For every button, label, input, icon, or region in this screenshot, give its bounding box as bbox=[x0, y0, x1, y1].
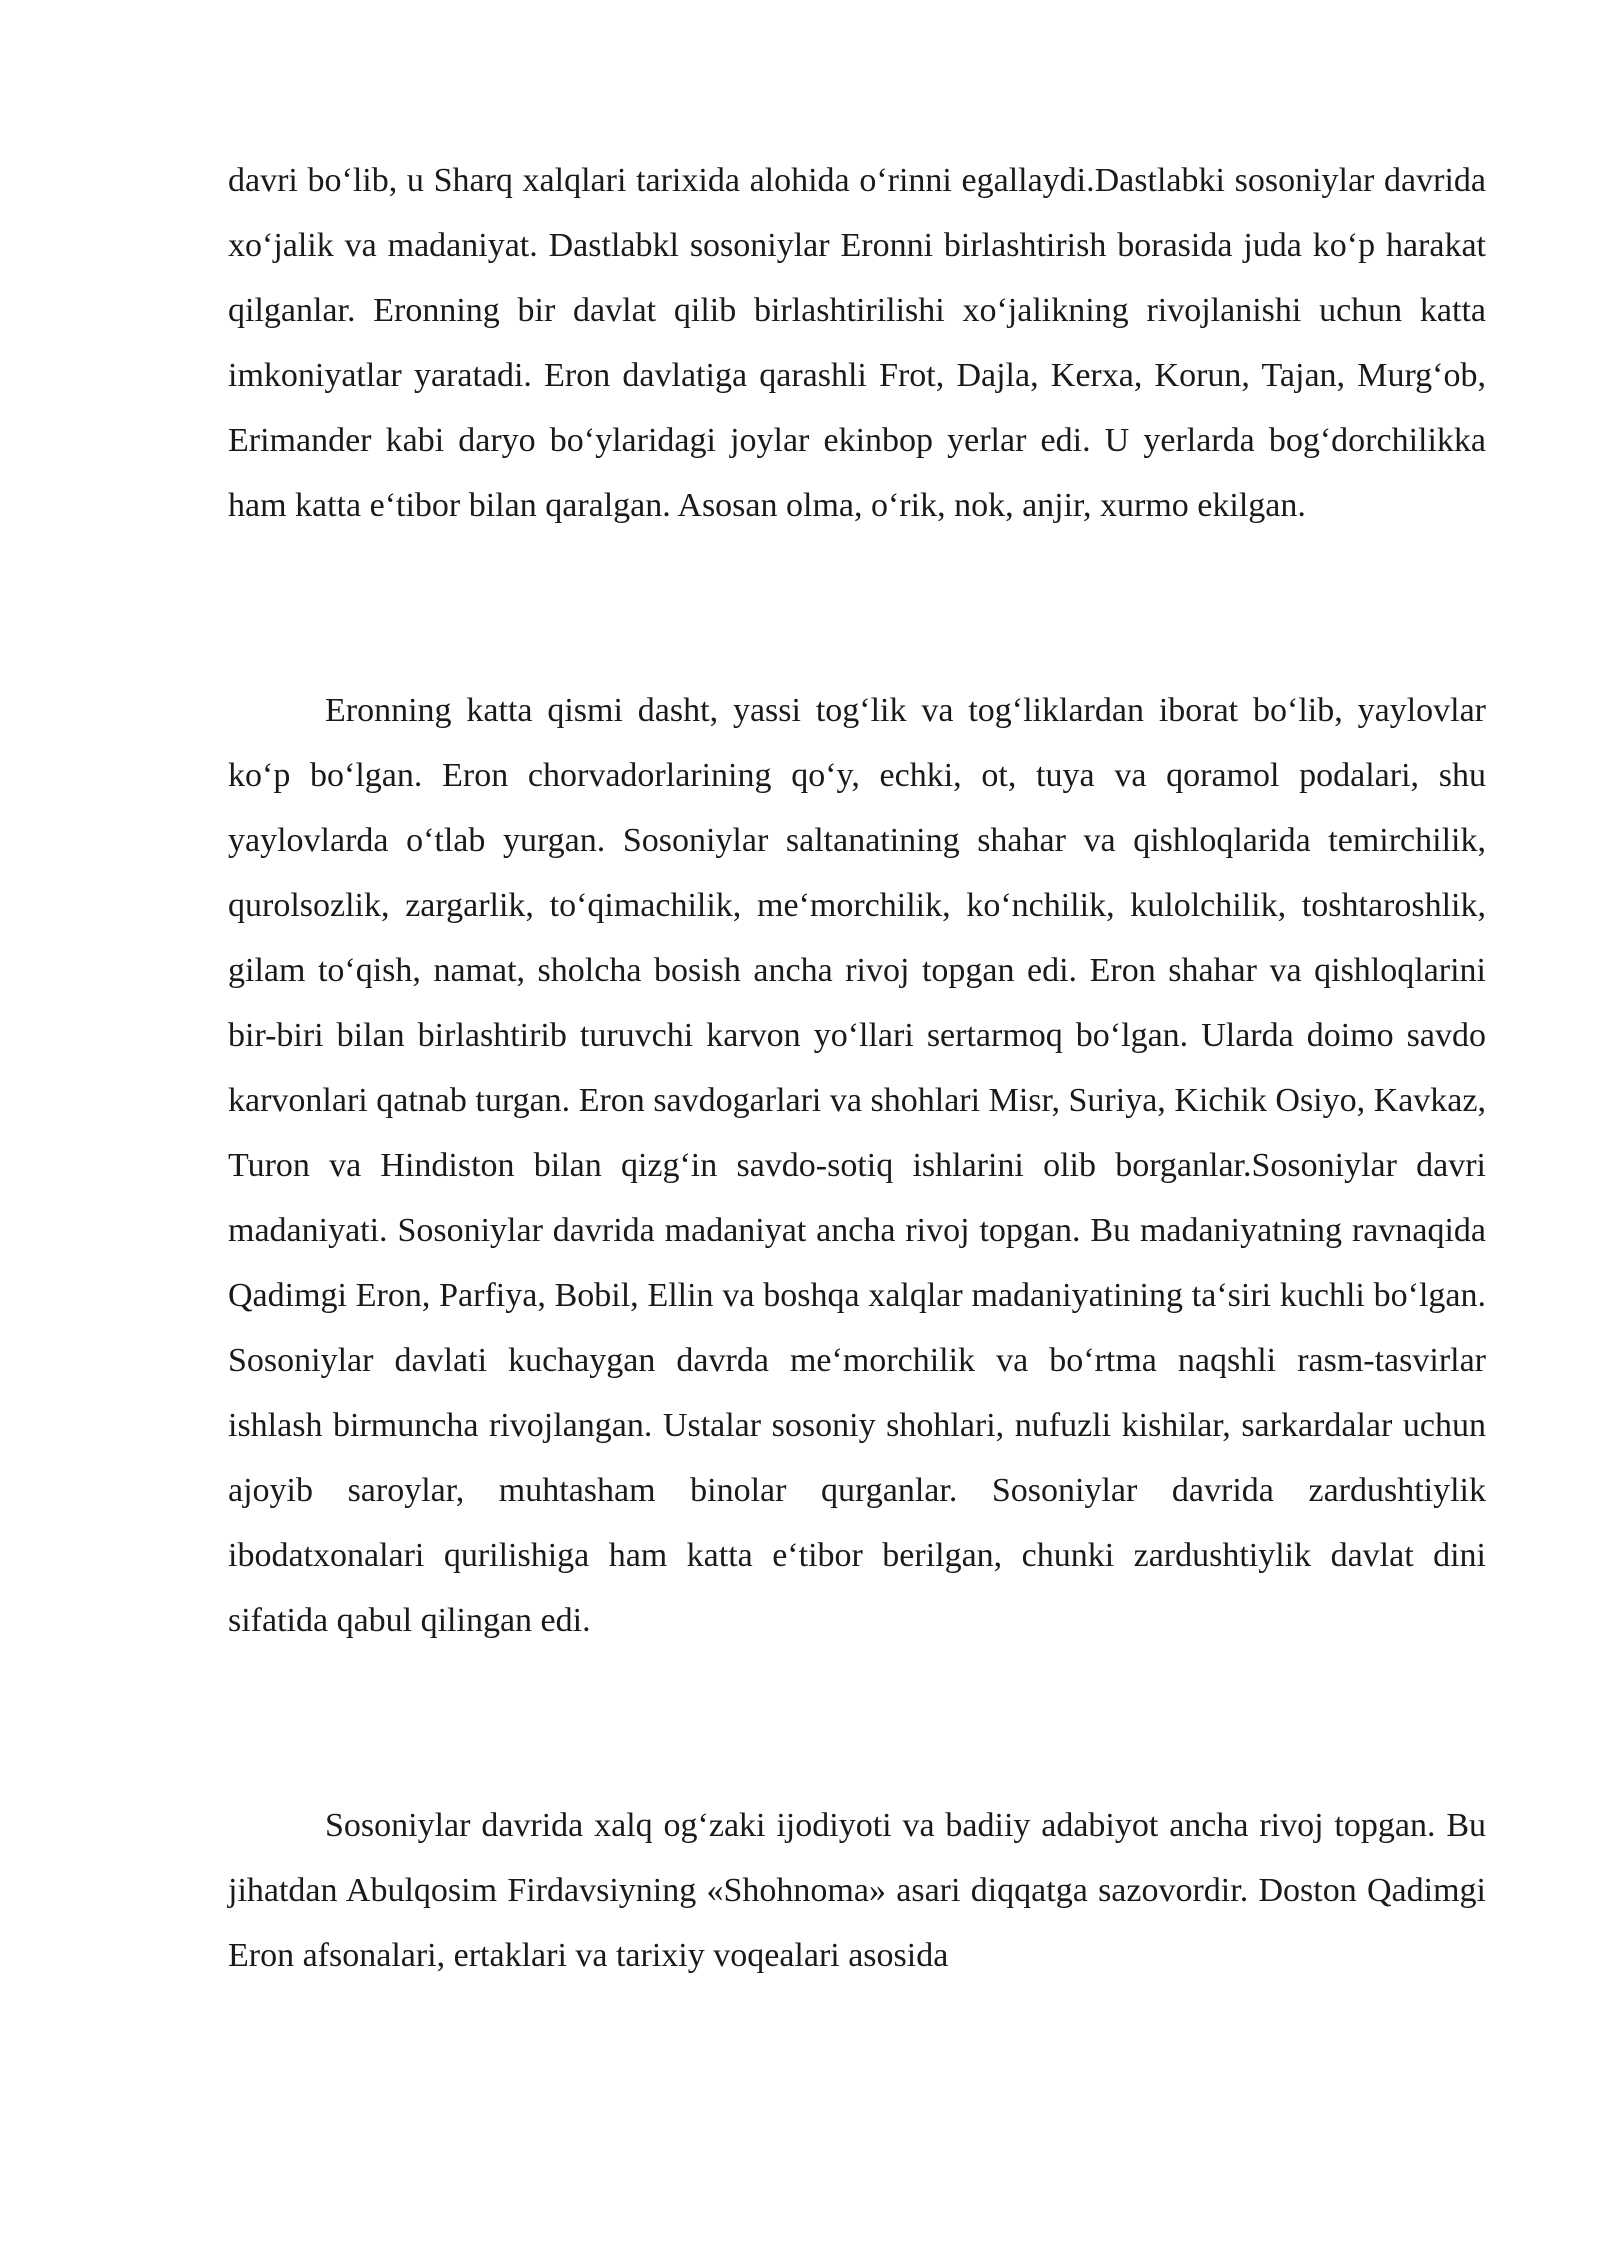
paragraph-3: Sosoniylar davrida xalq og‘zaki ijodiyoti va badiiy adabiyot ancha rivoj topgan. Bu jihatdan Abulqosim Firdavsiyning «Shohnoma» asari diqqatga sazovordir. Doston Qadimgi Eron afsonalari, ertaklari va tarixiy voqealari asosida bbox=[228, 1807, 1486, 1974]
paragraph-2: Eronning katta qismi dasht, yassi tog‘lik va tog‘liklardan iborat bo‘lib, yaylovlar ko‘p bo‘lgan. Eron chorvadorlarining qo‘y, echki, ot, tuya va qoramol podalari, shu yaylovlarda o‘tlab yurgan. Sosoniylar saltanatining shahar va qishloqlarida temirchilik, qurolsozlik, zargarlik, to‘qimachilik, me‘morchilik, ko‘nchilik, kulolchilik, toshtaroshlik, gilam to‘qish, namat, sholcha bosish ancha rivoj topgan edi. Eron shahar va qishloqlarini bir-biri bilan birlashtirib turuvchi karvon yo‘llari sertarmoq bo‘lgan. Ularda doimo savdo karvonlari qatnab turgan. Eron savdogarlari va shohlari Misr, Suriya, Kichik Osiyo, Kavkaz, Turon va Hindiston bilan qizg‘in savdo-sotiq ishlarini olib borganlar.Sosoniylar davri madaniyati. Sosoniylar davrida madaniyat ancha rivoj topgan. Bu madaniyatning ravnaqida Qadimgi Eron, Parfiya, Bobil, Ellin va boshqa xalqlar madaniyatining ta‘siri kuchli bo‘lgan. Sosoniylar davlati kuchaygan davrda me‘morchilik va bo‘rtma naqshli rasm-tasvirlar ishlash birmuncha rivojlangan. Ustalar sosoniy shohlari, nufuzli kishilar, sarkardalar uchun ajoyib saroylar, muhtasham binolar qurganlar. Sosoniylar davrida zardushtiylik ibodatxonalari qurilishiga ham katta e‘tibor berilgan, chunki zardushtiylik davlat dini sifatida qabul qilingan edi. bbox=[228, 692, 1486, 1639]
document-body bbox=[228, 148, 1486, 1988]
paragraph-gap bbox=[228, 538, 1486, 678]
paragraph-1: davri bo‘lib, u Sharq xalqlari tarixida alohida o‘rinni egallaydi.Dastlabki sosoniylar davrida xo‘jalik va madaniyat. Dastlabkl sosoniylar Eronni birlashtirish borasida juda ko‘p harakat qilganlar. Eronning bir davlat qilib birlashtirilishi xo‘jalikning rivojlanishi uchun katta imkoniyatlar yaratadi. Eron davlatiga qarashli Frot, Dajla, Kerxa, Korun, Tajan, Murg‘ob, Erimander kabi daryo bo‘ylaridagi joylar ekinbop yerlar edi. U yerlarda bog‘dorchilikka ham katta e‘tibor bilan qaralgan. Asosan olma, o‘rik, nok, anjir, xurmo ekilgan. bbox=[228, 162, 1486, 524]
paragraph-gap bbox=[228, 1653, 1486, 1793]
